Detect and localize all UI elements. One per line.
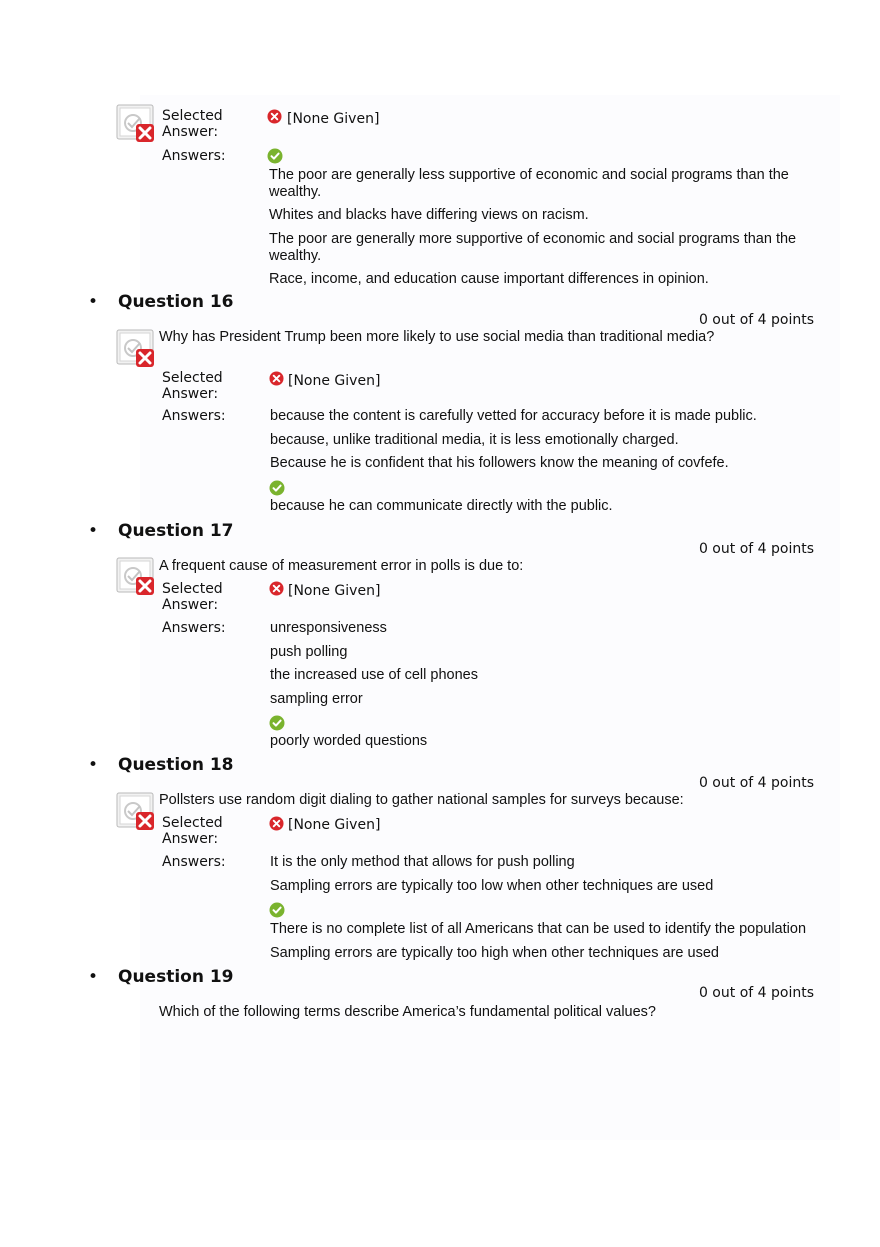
- bullet-icon: •: [88, 521, 99, 541]
- question-points: 0 out of 4 points: [698, 985, 814, 1001]
- answer-option: poorly worded questions: [270, 733, 428, 749]
- answer-option: because he can communicate directly with the public.: [270, 498, 613, 514]
- answer-option: Whites and blacks have differing views on racism.: [269, 207, 589, 223]
- selected-answer-label: Selected Answer:: [162, 815, 223, 847]
- check-circle-icon: [267, 148, 283, 164]
- answer-option: Because he is confident that his followers know the meaning of covfefe.: [270, 455, 729, 471]
- check-circle-icon: [269, 480, 285, 496]
- answers-label: Answers:: [162, 408, 226, 424]
- answer-option: because, unlike traditional media, it is less emotionally charged.: [270, 432, 679, 448]
- question-title: Question 18: [118, 755, 234, 775]
- incorrect-status-icon: [116, 104, 156, 144]
- question-text: Pollsters use random digit dialing to gather national samples for surveys because:: [159, 792, 684, 808]
- answers-label: Answers:: [162, 854, 226, 870]
- selected-answer-label: Selected Answer:: [162, 108, 223, 140]
- answer-option: unresponsiveness: [270, 620, 387, 636]
- x-circle-icon: [267, 109, 282, 124]
- question-title: Question 16: [118, 292, 234, 312]
- incorrect-status-icon: [116, 557, 156, 597]
- selected-answer-value: [None Given]: [288, 583, 381, 599]
- answer-option: Sampling errors are typically too low when other techniques are used: [270, 878, 714, 894]
- selected-answer-label: Selected Answer:: [162, 581, 223, 613]
- answer-option: It is the only method that allows for push polling: [270, 854, 575, 870]
- x-circle-icon: [269, 816, 284, 831]
- bullet-icon: •: [88, 292, 99, 312]
- check-circle-icon: [269, 902, 285, 918]
- question-points: 0 out of 4 points: [698, 775, 814, 791]
- question-text: A frequent cause of measurement error in polls is due to:: [159, 558, 524, 574]
- answer-option: because the content is carefully vetted for accuracy before it is made public.: [270, 408, 757, 424]
- bullet-icon: •: [88, 755, 99, 775]
- x-circle-icon: [269, 371, 284, 386]
- answer-option: There is no complete list of all Americans that can be used to identify the population: [270, 921, 807, 937]
- selected-answer-value: [None Given]: [287, 111, 380, 127]
- question-text: Which of the following terms describe America’s fundamental political values?: [159, 1004, 657, 1020]
- answer-option: Sampling errors are typically too high when other techniques are used: [270, 945, 719, 961]
- selected-answer-value: [None Given]: [288, 373, 381, 389]
- question-title: Question 19: [118, 967, 234, 987]
- incorrect-status-icon: [116, 792, 156, 832]
- question-points: 0 out of 4 points: [698, 312, 814, 328]
- question-points: 0 out of 4 points: [698, 541, 814, 557]
- answer-option: The poor are generally more supportive of economic and social programs than the wealthy.: [269, 231, 797, 264]
- question-text: Why has President Trump been more likely to use social media than traditional media?: [159, 329, 715, 345]
- answer-option: the increased use of cell phones: [270, 667, 478, 683]
- answers-label: Answers:: [162, 148, 226, 164]
- answer-option: Race, income, and education cause important differences in opinion.: [269, 271, 709, 287]
- selected-answer-value: [None Given]: [288, 817, 381, 833]
- answers-label: Answers:: [162, 620, 226, 636]
- x-circle-icon: [269, 581, 284, 596]
- answer-option: The poor are generally less supportive of economic and social programs than the wealthy.: [269, 167, 789, 200]
- bullet-icon: •: [88, 967, 99, 987]
- question-title: Question 17: [118, 521, 234, 541]
- check-circle-icon: [269, 715, 285, 731]
- incorrect-status-icon: [116, 329, 156, 369]
- answer-option: sampling error: [270, 691, 363, 707]
- selected-answer-label: Selected Answer:: [162, 370, 223, 402]
- answer-option: push polling: [270, 644, 348, 660]
